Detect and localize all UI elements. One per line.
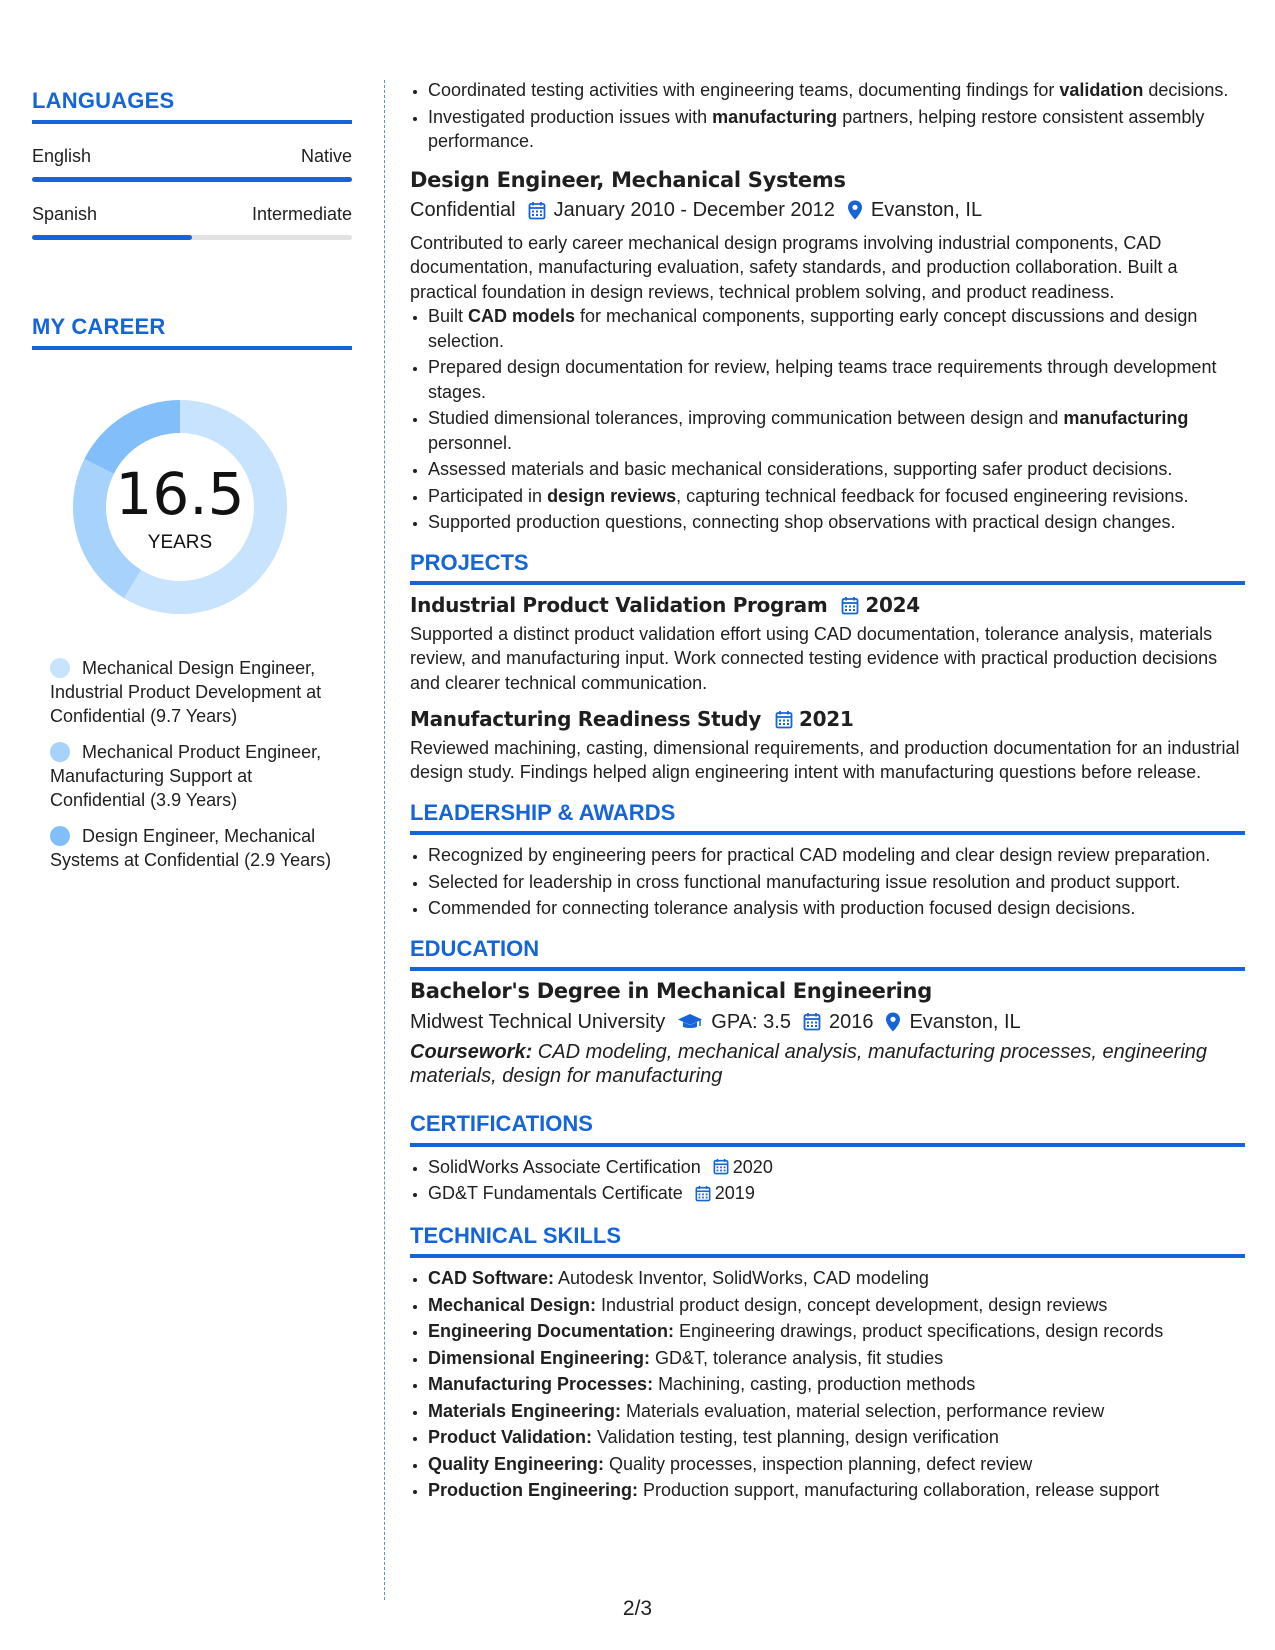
award-item: • Commended for connecting tolerance analysis with production focused design decisions. <box>428 896 1245 921</box>
project-description: Supported a distinct product validation effort using CAD documentation, tolerance analysis, materials review, and manufacturing input. Work connected testing evidence with practical production decisions and clearer technical communication. <box>410 623 1218 693</box>
career-heading: MY CAREER <box>32 314 352 350</box>
map-pin-icon <box>885 1012 901 1032</box>
job-dates: January 2010 - December 2012 <box>553 199 835 221</box>
career-role-text: Mechanical Product Engineer, Manufacturing Support at Confidential (3.9 Years) <box>50 742 322 810</box>
project-entry <box>410 593 1245 695</box>
skill-item: • Materials Engineering: Materials evaluation, material selection, performance review <box>428 1399 1245 1424</box>
job-title: Design Engineer, Mechanical Systems <box>410 167 846 192</box>
skill-item: • Quality Engineering: Quality processes, inspection planning, defect review <box>428 1452 1245 1477</box>
language-bar <box>32 177 352 182</box>
experience-bullets-continued <box>410 78 1245 154</box>
language-entry <box>32 204 352 240</box>
languages-heading: LANGUAGES <box>32 88 352 124</box>
project-entry <box>410 707 1245 785</box>
job-bullet: • Participated in design reviews, capturing technical feedback for focused engineering revisions. <box>428 484 1245 509</box>
skill-item: • CAD Software: Autodesk Inventor, SolidWorks, CAD modeling <box>428 1266 1245 1291</box>
career-legend-dot <box>50 742 70 762</box>
project-year: 2024 <box>865 593 920 617</box>
award-item: • Selected for leadership in cross functional manufacturing issue resolution and product support. <box>428 870 1245 895</box>
skill-item: • Engineering Documentation: Engineering drawings, product specifications, design records <box>428 1319 1245 1344</box>
skills-list <box>410 1266 1245 1503</box>
award-item: • Recognized by engineering peers for practical CAD modeling and clear design review preparation. <box>428 843 1245 868</box>
job-bullet: • Built CAD models for mechanical components, supporting early concept discussions and design selection. <box>428 304 1245 353</box>
career-total-years: 16.5 <box>115 460 245 528</box>
project-description: Reviewed machining, casting, dimensional requirements, and production documentation for an industrial design study. Findings helped align engineering intent with manufacturing questions before release. <box>410 737 1240 782</box>
project-title: Industrial Product Validation Program <box>410 593 828 617</box>
skill-item: • Production Engineering: Production support, manufacturing collaboration, release support <box>428 1478 1245 1503</box>
education-meta <box>410 1010 1245 1035</box>
right-column <box>410 78 1245 1505</box>
graduation-year: 2016 <box>828 1010 874 1033</box>
job-bullet: • Studied dimensional tolerances, improving communication between design and manufacturing personnel. <box>428 406 1245 455</box>
page-number: 2/3 <box>622 1597 653 1620</box>
degree-title: Bachelor's Degree in Mechanical Engineering <box>410 979 932 1003</box>
skill-item: • Product Validation: Validation testing, test planning, design verification <box>428 1425 1245 1450</box>
job-bullet: • Assessed materials and basic mechanical considerations, supporting safer product decisions. <box>428 457 1245 482</box>
career-role-text: Mechanical Design Engineer, Industrial Product Development at Confidential (9.7 Years) <box>50 658 322 726</box>
certifications-list <box>410 1155 1245 1206</box>
experience-bullet: • Coordinated testing activities with engineering teams, documenting findings for validation decisions. <box>428 78 1245 103</box>
skill-item: • Mechanical Design: Industrial product design, concept development, design reviews <box>428 1293 1245 1318</box>
certification-year: 2020 <box>732 1156 773 1177</box>
career-roles-list <box>50 656 335 872</box>
career-donut-chart <box>65 392 295 622</box>
certification-year: 2019 <box>714 1183 755 1203</box>
skill-item: • Dimensional Engineering: GD&T, tolerance analysis, fit studies <box>428 1346 1245 1371</box>
language-bar <box>32 235 352 240</box>
career-role-text: Design Engineer, Mechanical Systems at Confidential (2.9 Years) <box>50 826 332 870</box>
career-role-item <box>50 656 335 728</box>
experience-bullet: • Investigated production issues with manufacturing partners, helping restore consistent assembly performance. <box>428 105 1245 154</box>
language-level: Native <box>300 146 352 166</box>
career-years-unit: YEARS <box>147 532 213 553</box>
job-bullets <box>410 304 1245 535</box>
calendar-icon <box>803 1012 821 1031</box>
career-legend-dot <box>50 658 70 678</box>
job-meta <box>410 198 1245 223</box>
certification-item: • SolidWorks Associate Certification 2020 <box>428 1155 1245 1180</box>
education-heading: EDUCATION <box>410 937 1245 972</box>
job-summary: Contributed to early career mechanical design programs involving industrial components, CAD documentation, manufacturing evaluation, safety standards, and production collaboration. Built a practical foundation in design reviews, technical problem solving, and product readiness. <box>410 232 1178 302</box>
map-pin-icon <box>847 200 863 220</box>
left-column <box>32 88 352 884</box>
certifications-heading: CERTIFICATIONS <box>410 1112 1245 1147</box>
language-name: English <box>32 146 92 166</box>
projects-heading: PROJECTS <box>410 551 1245 586</box>
career-role-item <box>50 824 335 872</box>
calendar-icon <box>775 710 793 729</box>
skills-heading: TECHNICAL SKILLS <box>410 1224 1245 1259</box>
awards-heading: LEADERSHIP & AWARDS <box>410 801 1245 836</box>
school-name: Midwest Technical University <box>410 1010 666 1033</box>
calendar-icon <box>528 201 546 220</box>
calendar-icon <box>841 596 859 615</box>
job-bullet: • Prepared design documentation for review, helping teams trace requirements through development stages. <box>428 355 1245 404</box>
career-legend-dot <box>50 826 70 846</box>
column-divider <box>384 80 385 1600</box>
awards-list <box>410 843 1245 921</box>
coursework <box>410 1040 1245 1088</box>
language-entry <box>32 146 352 182</box>
language-bar-fill <box>32 177 352 182</box>
skill-item: • Manufacturing Processes: Machining, casting, production methods <box>428 1372 1245 1397</box>
language-level: Intermediate <box>251 204 352 224</box>
coursework-label: Coursework: <box>410 1041 533 1063</box>
project-year: 2021 <box>799 707 854 731</box>
job-location: Evanston, IL <box>870 199 983 221</box>
coursework-text: CAD modeling, mechanical analysis, manufacturing processes, engineering materials, design for manufacturing <box>410 1041 1208 1087</box>
job-bullet: • Supported production questions, connecting shop observations with practical design changes. <box>428 510 1245 535</box>
graduation-cap-icon <box>677 1013 703 1031</box>
language-bar-fill <box>32 235 192 240</box>
language-name: Spanish <box>32 204 98 224</box>
career-role-item <box>50 740 335 812</box>
certification-item: • GD&T Fundamentals Certificate 2019 <box>428 1181 1245 1206</box>
calendar-icon <box>713 1158 729 1175</box>
gpa: GPA: 3.5 <box>711 1010 791 1033</box>
education-location: Evanston, IL <box>909 1010 1021 1033</box>
project-title: Manufacturing Readiness Study <box>410 707 762 731</box>
job-company: Confidential <box>410 199 516 221</box>
calendar-icon <box>695 1185 711 1202</box>
